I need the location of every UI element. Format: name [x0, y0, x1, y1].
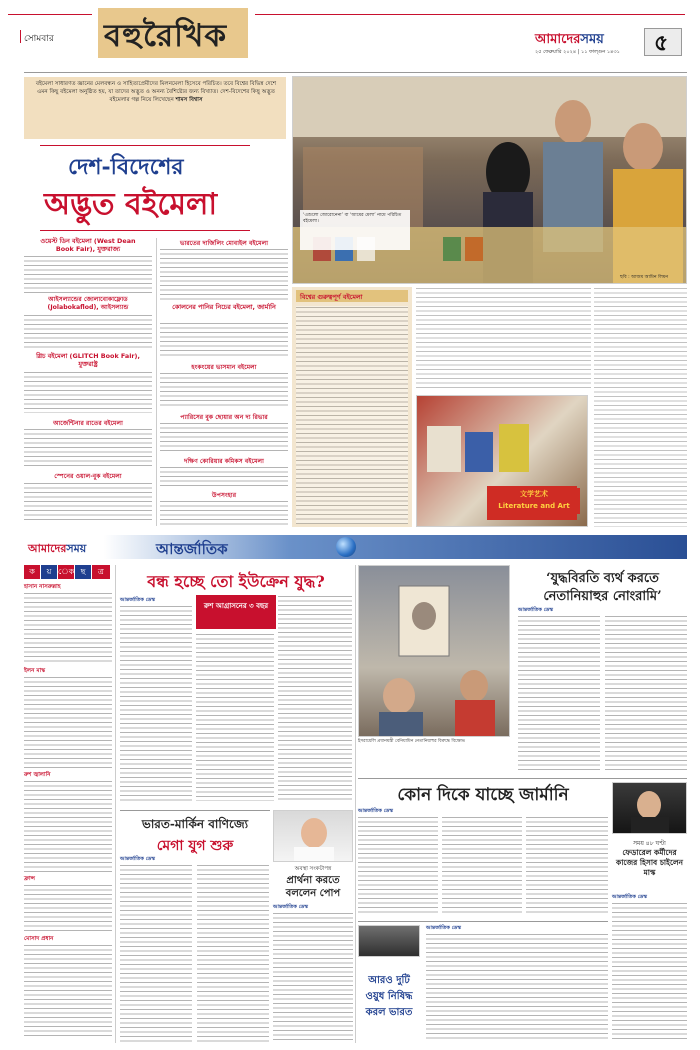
photo-scene [293, 77, 687, 284]
brief-body [24, 676, 112, 768]
intro-text [30, 80, 282, 104]
israel-photo [358, 565, 510, 737]
item-body [24, 314, 152, 350]
musk-headline: ফেডারেল কর্মীদের কাজের হিসাব চাইলেন মাস্ক [615, 848, 684, 877]
drug-ban-headline-2: ওয়ুধ নিষিদ্ধ [365, 991, 413, 1002]
bottom-logo [28, 540, 86, 559]
story-top-rule [358, 921, 608, 922]
ukraine-col-3 [278, 595, 352, 801]
page-header [0, 0, 700, 70]
item-body [160, 372, 288, 408]
item-body [160, 248, 288, 300]
pope-body [273, 912, 353, 1042]
feature-article [0, 70, 700, 530]
item-body [24, 255, 152, 293]
pope-photo [273, 810, 353, 862]
musk-dateline: আন্তর্জাতিক ডেস্ক [612, 894, 647, 900]
important-fairs-list [296, 306, 408, 524]
item-heading: কোলনের পানির নিচের বইমেলা, জার্মানি [172, 303, 276, 311]
drug-ban-story [358, 921, 608, 1043]
germany-story [358, 778, 608, 918]
section-title: বহুরৈখিক [104, 18, 228, 54]
keyword-tile: ছ [75, 565, 91, 579]
masthead-logo [535, 30, 604, 51]
brief-name: রুশ জ্বালানি [24, 772, 51, 778]
war-box-label: রুশ আগ্রাসনের ৩ বছর [203, 602, 269, 610]
israel-body-1 [518, 615, 600, 771]
india-body-2 [197, 864, 269, 1042]
drug-ban-dateline: আন্তর্জাতিক ডেস্ক [426, 925, 461, 931]
germany-dateline: আন্তর্জাতিক ডেস্ক [358, 808, 393, 814]
book-stall-sign: 文学艺术 Literature and Art [488, 488, 580, 514]
musk-photo-scene [613, 783, 687, 834]
drug-ban-body [426, 933, 608, 1041]
intro-body: বইমেলা সাধারণত জ্ঞানের মেলবন্ধন ও সাহিত্যপ্রেমীদের মিলনমেলা হিসেবে পরিচিত। তবে বিশ্বের বিভিন্ন দেশে এমন কিছু বইমেলা অনুষ্ঠিত হয়, যা তাদের অদ্ভুত ও অনন্য বৈশিষ্ট্যের জন্য বিখ্যাত। দেশ-বিদেশের কিছু অদ্ভুত বইমেলার গল্প নিয়ে লিখেছেন [35, 81, 277, 103]
globe-icon [336, 537, 356, 557]
brief-name: মোসাদ প্রধান [24, 936, 54, 942]
israel-dateline: আন্তর্জাতিক ডেস্ক [518, 607, 553, 613]
pope-headline: প্রার্থনা করতে বললেন পোপ [285, 875, 341, 899]
item-heading: প্যারিসের বুক ছোয়ার অন দ্য রিভার [180, 414, 268, 421]
brief-body [24, 944, 112, 1038]
brief-name: ইলন মাস্ক [24, 668, 46, 674]
item-heading: আর্জেন্টিনার রাতের বইমেলা [53, 420, 123, 427]
india-headline-2: মেগা যুগ শুরু [156, 838, 234, 854]
section-banner: আন্তর্জাতিক [156, 540, 228, 558]
masthead-text: আমাদের [535, 32, 581, 47]
brief-column [24, 565, 112, 1045]
feature-col-4 [416, 287, 591, 391]
brief-body [24, 780, 112, 872]
column-divider [156, 238, 157, 526]
header-right-rule [255, 14, 685, 15]
important-fairs-title: বিশ্বের গুরুত্বপূর্ণ বইমেলা [300, 293, 363, 301]
bottom-logo-accent: সময় [66, 542, 87, 555]
pope-photo-scene [274, 811, 353, 862]
item-heading: হংকংয়ের ভাসমান বইমেলা [191, 364, 257, 371]
column-divider [355, 565, 356, 1043]
keyword-tile: ত্র [92, 565, 110, 579]
israel-story [358, 565, 687, 775]
israel-headline-2: নেতানিয়াহুর নোংরামি’ [543, 589, 662, 604]
feature-col-5 [594, 287, 687, 527]
india-body-1 [120, 864, 192, 1042]
ukraine-dateline: আন্তর্জাতিক ডেস্ক [120, 597, 155, 603]
musk-label: সময় ৪৮ ঘণ্টা [633, 840, 666, 847]
musk-body [612, 902, 687, 1040]
drug-ban-headline-1: আরও দুটি [368, 975, 410, 986]
story-top-rule [120, 810, 270, 811]
drug-ban-headline-3: করল ভারত [365, 1007, 413, 1018]
item-body [24, 371, 152, 413]
item-body [160, 500, 288, 526]
pope-dateline: আন্তর্জাতিক ডেস্ক [273, 904, 308, 910]
headline-frame-bottom [40, 230, 250, 231]
item-heading: ওয়েস্ট ডিন বইমেলা (West Dean Book Fair), যুক্তরাজ্য [40, 237, 136, 253]
bottom-logo-text: আমাদের [28, 542, 67, 555]
germany-body-3 [526, 816, 608, 916]
book-fair-photo [292, 76, 687, 284]
keyword-row [24, 565, 112, 579]
headline-frame [40, 145, 250, 146]
brief-body [24, 884, 112, 932]
israel-body-2 [605, 615, 687, 771]
feature-top-rule [24, 72, 687, 73]
item-heading: স্পেনের ওয়াল-বুক বইমেলা [54, 473, 122, 480]
column-divider [115, 565, 116, 1043]
germany-body-1 [358, 816, 438, 916]
brief-body [24, 592, 112, 664]
day-divider [20, 30, 21, 43]
photo-caption: ‘এশুলো জোরোনেনা’ বা ‘আমের মেলা’ নামে পরিচিত বইমেলা। [303, 213, 402, 224]
feature-col-2 [160, 238, 288, 528]
musk-photo [612, 782, 687, 834]
ukraine-col-2 [196, 633, 274, 801]
headline-line-1: দেশ-বিদেশের [68, 154, 184, 180]
keyword-tile: েক [58, 565, 74, 579]
india-dateline: আন্তর্জাতিক ডেস্ক [120, 856, 155, 862]
israel-photo-scene [359, 566, 510, 737]
ukraine-story [120, 565, 352, 805]
issue-date: ২৫ ফেব্রুয়ারি ২০২৪ | ১১ ফাল্গুন ১৪৩১ [535, 49, 620, 55]
photo-credit: ছবি : আজম আমিন লিমন [620, 275, 669, 280]
feature-col-1 [24, 238, 152, 528]
item-heading: আইসল্যান্ডের জোলাবোকাফ্লোড (Jolabokaflod), আইসল্যান্ড [47, 296, 129, 311]
item-body [24, 482, 152, 522]
keyword-tile: ক [24, 565, 40, 579]
item-body [24, 428, 152, 466]
israel-photo-caption: ইসরায়েলি প্রধানমন্ত্রী বেনিয়ামিন নেতানিয়াহুর বিরুদ্ধে বিক্ষোভ [358, 739, 465, 744]
item-heading: গ্লিচ বইমেলা (GLITCH Book Fair), যুক্তরাষ্ট্র [36, 352, 140, 368]
intro-author: শামস বিশ্বাস [175, 97, 203, 103]
india-us-story [120, 810, 270, 1045]
headline-line-2: অদ্ভুত বইমেলা [44, 187, 218, 222]
germany-headline: কোন দিকে যাচ্ছে জার্মানি [397, 785, 569, 805]
header-left-rule [8, 14, 92, 15]
musk-story [612, 778, 687, 1043]
drug-ban-photo [358, 925, 420, 957]
item-heading: দক্ষিণ কোরিয়ার কমিকস বইমেলা [184, 458, 264, 465]
keyword-tile: য় [41, 565, 57, 579]
day-label: সোমবার [24, 34, 54, 44]
israel-headline-1: ‘যুদ্ধবিরতি ব্যর্থ করতে [546, 571, 659, 586]
pope-name: অবস্থা সংকটাপন্ন [294, 866, 332, 872]
brief-name: হাসান নাসরুল্লাহ [24, 584, 61, 590]
pope-story [273, 810, 353, 1045]
ukraine-col-1 [120, 605, 192, 801]
item-body [160, 466, 288, 488]
page-number: ৫ [654, 30, 669, 56]
brief-name: ফ্রান্স [24, 876, 36, 882]
item-body [160, 422, 288, 452]
india-headline-1: ভারত-মার্কিন বাণিজ্যে [141, 817, 249, 831]
item-body [160, 322, 288, 358]
germany-body-2 [442, 816, 522, 916]
masthead-accent: সময় [580, 32, 604, 47]
item-heading: উপসংহার [211, 492, 237, 499]
ukraine-headline: বন্ধ হচ্ছে তো ইউক্রেন যুদ্ধ? [147, 572, 325, 591]
item-heading: ভারতের দার্জিলিং মোবাইল বইমেলা [180, 240, 268, 247]
